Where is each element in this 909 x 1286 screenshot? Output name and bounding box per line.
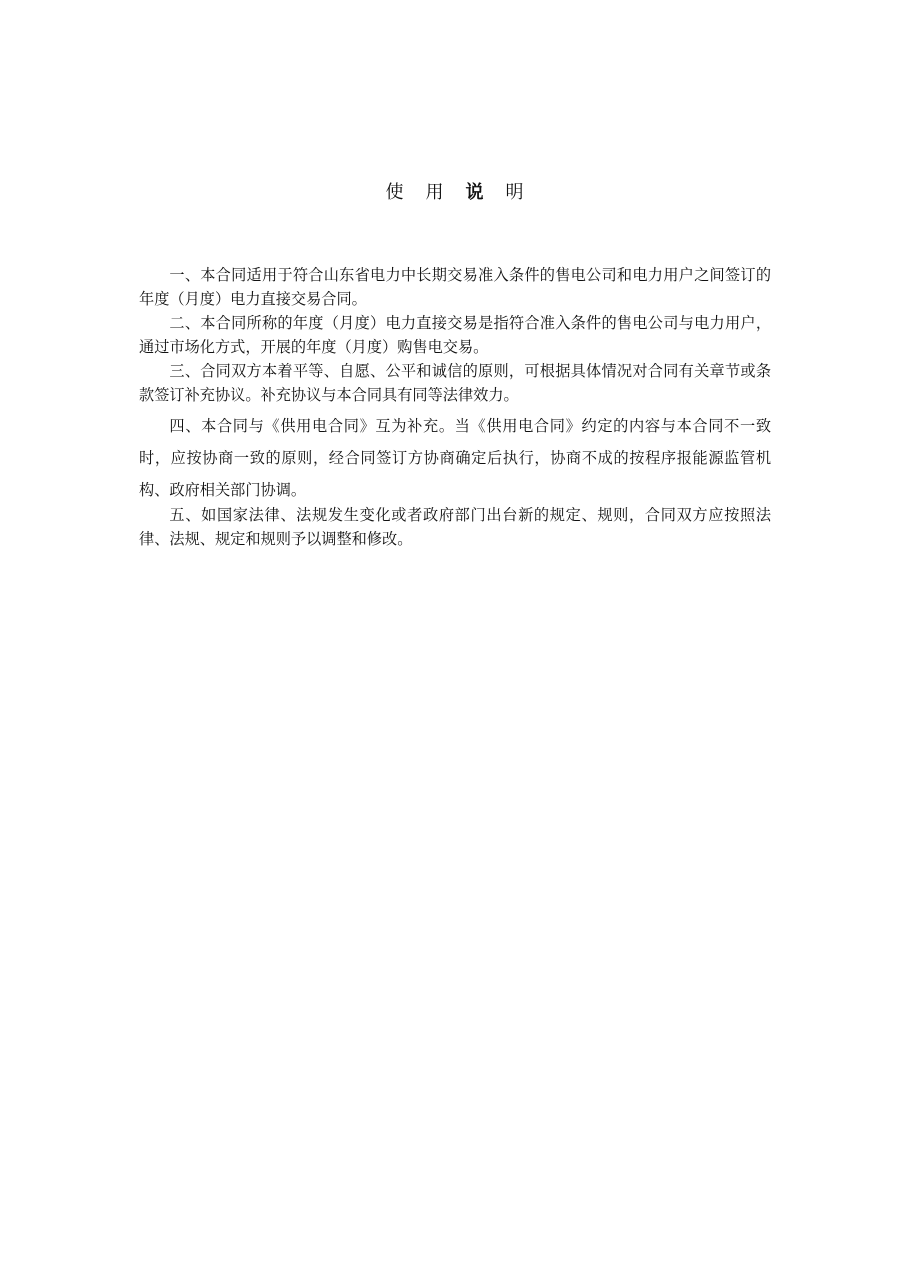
paragraph-2: 二、本合同所称的年度（月度）电力直接交易是指符合准入条件的售电公司与电力用户，通过市场化方式，开展的年度（月度）购售电交易。 <box>139 314 771 356</box>
paragraph-1: 一、本合同适用于符合山东省电力中长期交易准入条件的售电公司和电力用户之间签订的年度（月度）电力直接交易合同。 <box>139 266 771 308</box>
paragraph-5: 五、如国家法律、法规发生变化或者政府部门出台新的规定、规则，合同双方应按照法律、法规、规定和规则予以调整和修改。 <box>139 506 771 548</box>
title-char-2: 用 <box>425 182 444 203</box>
title-char-4: 明 <box>505 182 524 203</box>
instructions-body <box>139 263 771 551</box>
paragraph-3: 三、合同双方本着平等、自愿、公平和诚信的原则，可根据具体情况对合同有关章节或条款签订补充协议。补充协议与本合同具有同等法律效力。 <box>139 362 771 404</box>
paragraph-4: 四、本合同与《供用电合同》互为补充。当《供用电合同》约定的内容与本合同不一致时，应按协商一致的原则，经合同签订方协商确定后执行，协商不成的按程序报能源监管机构、政府相关部门协调。 <box>139 417 771 499</box>
document-title <box>0 178 909 204</box>
title-char-1: 使 <box>385 182 404 203</box>
title-char-3: 说 <box>465 182 484 203</box>
